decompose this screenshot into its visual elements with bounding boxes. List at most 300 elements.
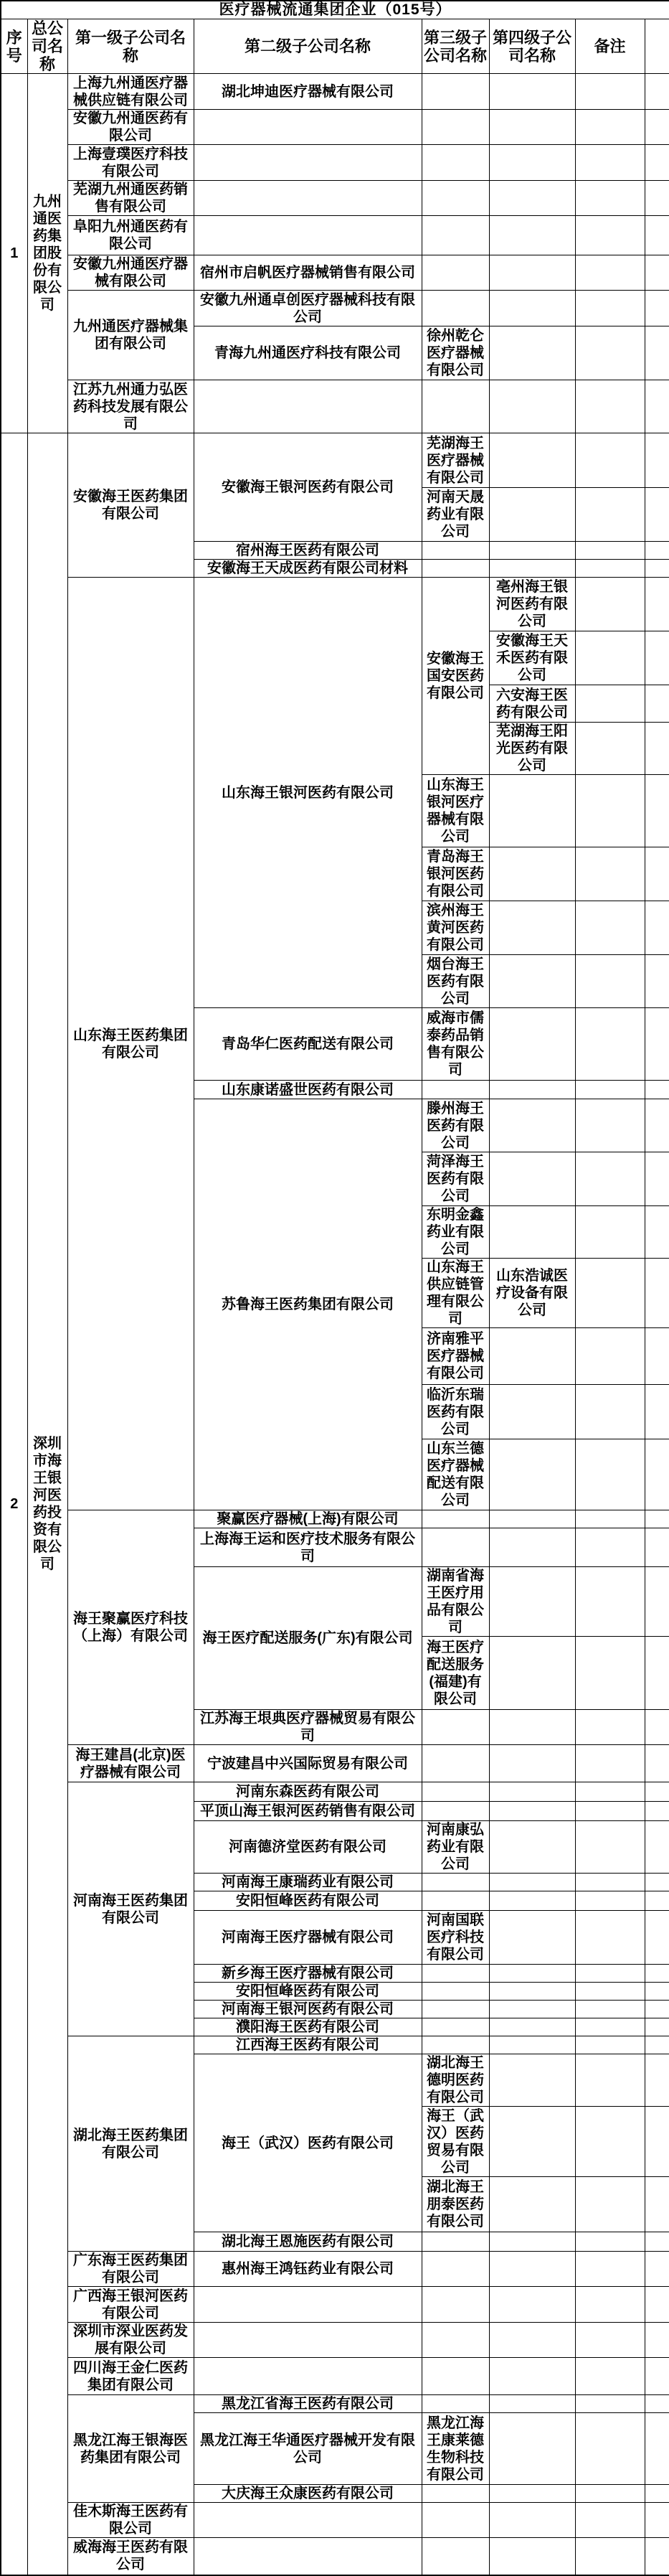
empty-cell: [575, 2358, 645, 2395]
empty-cell: [575, 631, 645, 685]
empty-cell: [645, 1259, 669, 1328]
company-cell: 黑龙江海王银海医药集团有限公司: [67, 2395, 194, 2503]
empty-cell: [645, 685, 669, 723]
company-cell: 海王医疗配送服务(广东)有限公司: [194, 1567, 422, 1710]
empty-cell: [422, 2252, 489, 2287]
empty-cell: [489, 1008, 575, 1081]
empty-cell: [489, 1206, 575, 1259]
empty-cell: [645, 2001, 669, 2018]
empty-cell: [422, 1802, 489, 1821]
empty-cell: [575, 1802, 645, 1821]
empty-cell: [489, 433, 575, 488]
empty-cell: [645, 1911, 669, 1965]
table-row: [1, 2503, 669, 2538]
empty-cell: [489, 488, 575, 542]
empty-cell: [645, 1782, 669, 1802]
company-cell: 济南雅平医疗器械有限公司: [422, 1328, 489, 1385]
empty-cell: [575, 74, 645, 110]
company-cell: 河南海王银河医药有限公司: [194, 2001, 422, 2018]
empty-cell: [489, 2485, 575, 2503]
empty-cell: [645, 326, 669, 380]
empty-cell: [645, 2177, 669, 2232]
empty-cell: [575, 2538, 645, 2575]
empty-cell: [422, 110, 489, 145]
empty-cell: [489, 326, 575, 380]
empty-cell: [489, 1821, 575, 1874]
empty-cell: [645, 488, 669, 542]
company-cell: 河南德济堂医药有限公司: [194, 1821, 422, 1874]
empty-cell: [575, 775, 645, 847]
company-cell: 湖南省海王医疗用品有限公司: [422, 1567, 489, 1637]
empty-cell: [575, 1439, 645, 1510]
empty-cell: [575, 2323, 645, 2358]
column-header: 备注: [575, 19, 645, 74]
empty-cell: [645, 723, 669, 775]
empty-cell: [645, 255, 669, 291]
table-row: [1, 2358, 669, 2395]
table-row: [1, 2323, 669, 2358]
company-cell: 芜湖九州通医药销售有限公司: [67, 181, 194, 216]
company-cell: 宿州海王医药有限公司: [194, 542, 422, 560]
empty-cell: [575, 2413, 645, 2485]
empty-cell: [575, 901, 645, 955]
company-cell: 河南海王康瑞药业有限公司: [194, 1874, 422, 1891]
empty-cell: [489, 216, 575, 255]
company-cell: 安徽海王医药集团有限公司: [67, 433, 194, 578]
company-cell: 海王（武汉）医药有限公司: [194, 2054, 422, 2232]
empty-cell: [575, 291, 645, 326]
table-row: [1, 380, 669, 433]
empty-cell: [422, 1710, 489, 1745]
empty-cell: [194, 2323, 422, 2358]
empty-cell: [489, 2358, 575, 2395]
company-cell: 海王（武汉）医药贸易有限公司: [422, 2107, 489, 2177]
company-cell: 深圳市海王银河医药投资有限公司: [27, 433, 67, 2575]
empty-cell: [645, 145, 669, 181]
empty-cell: [489, 1891, 575, 1911]
empty-cell: [489, 2252, 575, 2287]
empty-cell: [645, 2323, 669, 2358]
company-cell: 山东海王银河医疗器械有限公司: [422, 775, 489, 847]
company-cell: 威海海王医药有限公司: [67, 2538, 194, 2575]
company-cell: 1: [1, 74, 27, 433]
empty-cell: [645, 1081, 669, 1099]
company-cell: 海王建昌(北京)医疗器械有限公司: [67, 1745, 194, 1782]
empty-cell: [489, 1567, 575, 1637]
empty-cell: [489, 1081, 575, 1099]
empty-cell: [645, 1821, 669, 1874]
empty-cell: [422, 2323, 489, 2358]
company-cell: 河南海王医药集团有限公司: [67, 1782, 194, 2036]
company-cell: 湖北海王德明医药有限公司: [422, 2054, 489, 2107]
empty-cell: [575, 110, 645, 145]
company-cell: 上海壹璞医疗科技有限公司: [67, 145, 194, 181]
empty-cell: [422, 1782, 489, 1802]
empty-cell: [489, 2323, 575, 2358]
empty-cell: [575, 2395, 645, 2413]
empty-cell: [422, 1528, 489, 1567]
empty-cell: [575, 2232, 645, 2252]
empty-cell: [489, 2287, 575, 2323]
table-row: [1, 578, 669, 631]
empty-cell: [575, 380, 645, 433]
company-cell: 山东浩诚医疗设备有限公司: [489, 1259, 575, 1328]
column-header: 第一级子公司名称: [67, 19, 194, 74]
empty-cell: [645, 631, 669, 685]
table-row: [1, 1745, 669, 1782]
empty-cell: [575, 1259, 645, 1328]
company-cell: 广东海王医药集团有限公司: [67, 2252, 194, 2287]
empty-cell: [489, 2054, 575, 2107]
empty-cell: [489, 1099, 575, 1152]
company-cell: 山东海王供应链管理有限公司: [422, 1259, 489, 1328]
empty-cell: [645, 2232, 669, 2252]
empty-cell: [575, 847, 645, 901]
empty-cell: [575, 1206, 645, 1259]
empty-cell: [489, 2538, 575, 2575]
title-row: [1, 1, 669, 19]
column-header: 总公司名称: [27, 19, 67, 74]
company-cell: 海王医疗配送服务(福建)有限公司: [422, 1637, 489, 1710]
company-cell: 安徽海王国安医药有限公司: [422, 578, 489, 775]
empty-cell: [575, 1782, 645, 1802]
company-cell: 宿州市启帆医疗器械销售有限公司: [194, 255, 422, 291]
company-cell: 上海海王运和医疗技术服务有限公司: [194, 1528, 422, 1567]
empty-cell: [575, 255, 645, 291]
table-row: [1, 74, 669, 110]
empty-cell: [422, 2018, 489, 2036]
company-cell: 聚赢医疗器械(上海)有限公司: [194, 1510, 422, 1528]
empty-cell: [489, 2177, 575, 2232]
table-row: [1, 2287, 669, 2323]
company-cell: 深圳市深业医药发展有限公司: [67, 2323, 194, 2358]
empty-cell: [645, 2413, 669, 2485]
empty-cell: [645, 380, 669, 433]
empty-cell: [575, 578, 645, 631]
empty-cell: [645, 2018, 669, 2036]
company-cell: 徐州乾仑医疗器械有限公司: [422, 326, 489, 380]
empty-cell: [575, 2036, 645, 2054]
empty-cell: [575, 560, 645, 578]
empty-cell: [194, 2287, 422, 2323]
company-cell: 湖北海王朋泰医药有限公司: [422, 2177, 489, 2232]
empty-cell: [645, 1802, 669, 1821]
company-cell: 六安海王医药有限公司: [489, 685, 575, 723]
empty-cell: [422, 1983, 489, 2001]
empty-cell: [575, 216, 645, 255]
company-cell: 宁波建昌中兴国际贸易有限公司: [194, 1745, 422, 1782]
empty-cell: [489, 1328, 575, 1385]
empty-cell: [422, 2287, 489, 2323]
empty-cell: [489, 1637, 575, 1710]
table-row: [1, 2538, 669, 2575]
empty-cell: [645, 110, 669, 145]
table-row: [1, 216, 669, 255]
empty-cell: [422, 145, 489, 181]
empty-cell: [575, 1821, 645, 1874]
empty-cell: [575, 2107, 645, 2177]
company-cell: 烟台海王医药有限公司: [422, 955, 489, 1008]
empty-cell: [575, 488, 645, 542]
empty-cell: [575, 1983, 645, 2001]
company-cell: 河南天晟药业有限公司: [422, 488, 489, 542]
empty-cell: [645, 955, 669, 1008]
company-cell: 山东康诺盛世医药有限公司: [194, 1081, 422, 1099]
column-header: 第四级子公司名称: [489, 19, 575, 74]
empty-cell: [575, 1528, 645, 1567]
empty-cell: [645, 775, 669, 847]
company-cell: 山东海王银河医药有限公司: [194, 578, 422, 1008]
table-row: [1, 2395, 669, 2413]
company-cell: 安徽海王银河医药有限公司: [194, 433, 422, 542]
empty-cell: [489, 2503, 575, 2538]
table-row: [1, 1782, 669, 1802]
company-cell: 上海九州通医疗器械供应链有限公司: [67, 74, 194, 110]
empty-cell: [489, 2107, 575, 2177]
company-cell: 安徽九州通医疗器械有限公司: [67, 255, 194, 291]
empty-cell: [645, 291, 669, 326]
table-row: [1, 1510, 669, 1528]
empty-cell: [489, 181, 575, 216]
empty-cell: [575, 181, 645, 216]
empty-cell: [489, 1385, 575, 1439]
empty-cell: [489, 255, 575, 291]
company-cell: 黑龙江海王康莱德生物科技有限公司: [422, 2413, 489, 2485]
company-cell: 广西海王银河医药有限公司: [67, 2287, 194, 2323]
empty-cell: [645, 2252, 669, 2287]
empty-cell: [575, 2018, 645, 2036]
empty-cell: [422, 2358, 489, 2395]
company-cell: 河南国联医疗科技有限公司: [422, 1911, 489, 1965]
empty-cell: [645, 901, 669, 955]
empty-cell: [575, 1965, 645, 1983]
company-cell: 新乡海王医疗器械有限公司: [194, 1965, 422, 1983]
empty-cell: [489, 1439, 575, 1510]
empty-cell: [645, 2287, 669, 2323]
column-header: 第三级子公司名称: [422, 19, 489, 74]
empty-cell: [489, 542, 575, 560]
company-cell: 滨州海王黄河医药有限公司: [422, 901, 489, 955]
empty-cell: [422, 2485, 489, 2503]
company-cell: 临沂东瑞医药有限公司: [422, 1385, 489, 1439]
empty-cell: [645, 1983, 669, 2001]
empty-cell: [422, 181, 489, 216]
empty-cell: [422, 1891, 489, 1911]
company-cell: 安阳恒峰医药有限公司: [194, 1983, 422, 2001]
empty-cell: [575, 1510, 645, 1528]
empty-cell: [194, 181, 422, 216]
empty-cell: [422, 542, 489, 560]
table-row: [1, 433, 669, 488]
company-cell: 河南东森医药有限公司: [194, 1782, 422, 1802]
table-row: [1, 291, 669, 326]
company-cell: 濮阳海王医药有限公司: [194, 2018, 422, 2036]
company-cell: 九州通医药集团股份有限公司: [27, 74, 67, 433]
empty-cell: [489, 2232, 575, 2252]
empty-cell: [489, 1152, 575, 1206]
empty-cell: [489, 1802, 575, 1821]
empty-cell: [194, 380, 422, 433]
empty-cell: [575, 1152, 645, 1206]
empty-cell: [489, 1782, 575, 1802]
company-cell: 湖北海王恩施医药有限公司: [194, 2232, 422, 2252]
empty-cell: [489, 1874, 575, 1891]
empty-cell: [575, 2177, 645, 2232]
empty-cell: [194, 2503, 422, 2538]
empty-cell: [575, 2252, 645, 2287]
company-cell: 江西海王医药有限公司: [194, 2036, 422, 2054]
empty-cell: [422, 1510, 489, 1528]
empty-cell: [489, 1528, 575, 1567]
company-cell: 安徽海王天成医药有限公司材料: [194, 560, 422, 578]
company-cell: 黑龙江海王华通医疗器械开发有限公司: [194, 2413, 422, 2485]
empty-cell: [645, 2503, 669, 2538]
company-cell: 安徽九州通卓创医疗器械科技有限公司: [194, 291, 422, 326]
empty-cell: [575, 1891, 645, 1911]
empty-cell: [489, 775, 575, 847]
empty-cell: [489, 1983, 575, 2001]
empty-cell: [645, 1439, 669, 1510]
empty-cell: [575, 145, 645, 181]
table-title: 医疗器械流通集团企业（015号）: [1, 1, 669, 19]
company-cell: 青岛华仁医药配送有限公司: [194, 1008, 422, 1081]
company-cell: 佳木斯海王医药有限公司: [67, 2503, 194, 2538]
empty-cell: [645, 2538, 669, 2575]
company-cell: 惠州海王鸿钰药业有限公司: [194, 2252, 422, 2287]
empty-cell: [645, 1874, 669, 1891]
table-row: [1, 145, 669, 181]
empty-cell: [575, 433, 645, 488]
empty-cell: [489, 2001, 575, 2018]
column-header: 第二级子公司名称: [194, 19, 422, 74]
empty-cell: [422, 560, 489, 578]
empty-cell: [575, 542, 645, 560]
empty-cell: [194, 110, 422, 145]
empty-cell: [645, 1328, 669, 1385]
empty-cell: [645, 542, 669, 560]
company-cell: 江苏九州通力弘医药科技发展有限公司: [67, 380, 194, 433]
empty-cell: [489, 1510, 575, 1528]
empty-cell: [489, 2413, 575, 2485]
empty-cell: [645, 74, 669, 110]
empty-cell: [575, 1911, 645, 1965]
empty-cell: [645, 433, 669, 488]
empty-cell: [422, 380, 489, 433]
empty-cell: [645, 1567, 669, 1637]
company-cell: 海王聚赢医疗科技（上海）有限公司: [67, 1510, 194, 1745]
empty-cell: [645, 1891, 669, 1911]
empty-cell: [575, 2001, 645, 2018]
empty-cell: [422, 1745, 489, 1782]
empty-cell: [645, 1385, 669, 1439]
company-cell: 威海市儒泰药品销售有限公司: [422, 1008, 489, 1081]
empty-cell: [422, 74, 489, 110]
empty-cell: [575, 955, 645, 1008]
empty-cell: [645, 578, 669, 631]
empty-cell: [489, 145, 575, 181]
empty-cell: [422, 1874, 489, 1891]
table-row: [1, 110, 669, 145]
company-cell: 平顶山海王银河医药销售有限公司: [194, 1802, 422, 1821]
empty-cell: [645, 2358, 669, 2395]
company-cell: 青海九州通医疗科技有限公司: [194, 326, 422, 380]
company-cell: 芜湖海王医疗器械有限公司: [422, 433, 489, 488]
empty-cell: [489, 2036, 575, 2054]
empty-cell: [422, 2001, 489, 2018]
empty-cell: [422, 1965, 489, 1983]
empty-cell: [645, 1206, 669, 1259]
column-header-empty: [645, 19, 669, 74]
empty-cell: [194, 2538, 422, 2575]
company-cell: 东明金鑫药业有限公司: [422, 1206, 489, 1259]
company-cell: 阜阳九州通医药有限公司: [67, 216, 194, 255]
table-row: [1, 2252, 669, 2287]
empty-cell: [422, 216, 489, 255]
company-cell: 安徽九州通医药有限公司: [67, 110, 194, 145]
empty-cell: [645, 1510, 669, 1528]
empty-cell: [575, 723, 645, 775]
company-cell: 2: [1, 433, 27, 2575]
empty-cell: [645, 1528, 669, 1567]
company-cell: 苏鲁海王医药集团有限公司: [194, 1099, 422, 1510]
empty-cell: [422, 2395, 489, 2413]
table-row: [1, 255, 669, 291]
empty-cell: [645, 2395, 669, 2413]
empty-cell: [422, 1081, 489, 1099]
empty-cell: [489, 1710, 575, 1745]
company-cell: 河南海王医疗器械有限公司: [194, 1911, 422, 1965]
empty-cell: [645, 1152, 669, 1206]
empty-cell: [575, 2054, 645, 2107]
empty-cell: [645, 560, 669, 578]
empty-cell: [489, 1911, 575, 1965]
company-cell: 黑龙江省海王医药有限公司: [194, 2395, 422, 2413]
empty-cell: [194, 145, 422, 181]
empty-cell: [645, 2054, 669, 2107]
empty-cell: [575, 1874, 645, 1891]
empty-cell: [575, 1099, 645, 1152]
empty-cell: [575, 1328, 645, 1385]
company-cell: 青岛海王银河医药有限公司: [422, 847, 489, 901]
column-header: 序号: [1, 19, 27, 74]
empty-cell: [422, 2036, 489, 2054]
empty-cell: [489, 2395, 575, 2413]
empty-cell: [645, 1637, 669, 1710]
header-row: [1, 19, 669, 74]
empty-cell: [422, 255, 489, 291]
company-cell: 四川海王金仁医药集团有限公司: [67, 2358, 194, 2395]
empty-cell: [575, 1710, 645, 1745]
empty-cell: [645, 2036, 669, 2054]
empty-cell: [489, 901, 575, 955]
company-cell: 菏泽海王医药有限公司: [422, 1152, 489, 1206]
empty-cell: [489, 110, 575, 145]
empty-cell: [575, 685, 645, 723]
company-cell: 九州通医疗器械集团有限公司: [67, 291, 194, 380]
empty-cell: [645, 1965, 669, 1983]
empty-cell: [645, 1099, 669, 1152]
company-cell: 江苏海王垠典医疗器械贸易有限公司: [194, 1710, 422, 1745]
empty-cell: [645, 2485, 669, 2503]
empty-cell: [489, 74, 575, 110]
company-cell: 大庆海王众康医药有限公司: [194, 2485, 422, 2503]
empty-cell: [575, 1567, 645, 1637]
empty-cell: [575, 1385, 645, 1439]
empty-cell: [489, 560, 575, 578]
company-cell: 湖北坤迪医疗器械有限公司: [194, 74, 422, 110]
empty-cell: [194, 2358, 422, 2395]
empty-cell: [489, 1965, 575, 1983]
